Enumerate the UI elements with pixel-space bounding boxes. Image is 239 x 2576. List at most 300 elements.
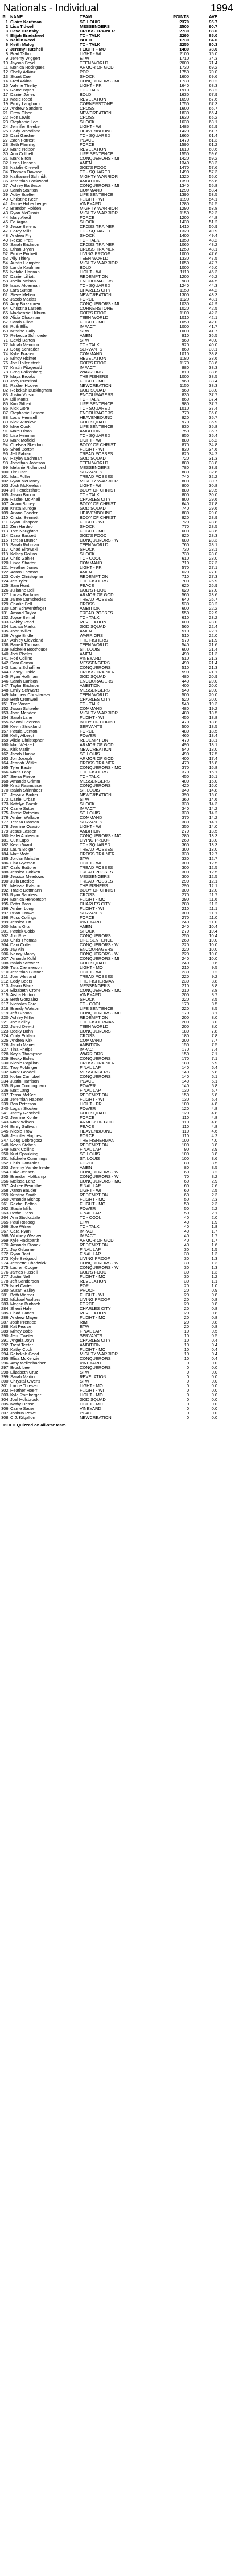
row-average: 18.1 bbox=[209, 738, 217, 743]
row-points: 20 bbox=[184, 1320, 189, 1325]
row-average: 0.8 bbox=[211, 1297, 217, 1302]
row-average: 0.8 bbox=[211, 1292, 217, 1297]
row-team: TC - SQUARED bbox=[80, 434, 110, 438]
row-name: Kevin Ward bbox=[10, 843, 32, 847]
table-row bbox=[0, 815, 239, 820]
row-points: 300 bbox=[182, 910, 189, 915]
row-team: LIVING PROOF bbox=[80, 252, 110, 256]
row-team: CONQUERORS - WI bbox=[80, 1261, 120, 1266]
row-average: 8.0 bbox=[211, 1024, 217, 1029]
row-points: 80 bbox=[184, 1160, 189, 1166]
row-average: 1.5 bbox=[211, 1247, 217, 1252]
row-name: Doug Dobrogosz bbox=[10, 1138, 43, 1143]
row-points: 1630 bbox=[179, 92, 189, 97]
row-place: 142 bbox=[1, 660, 9, 665]
table-row bbox=[0, 284, 239, 288]
row-name: Josh McKeehan bbox=[10, 484, 41, 488]
row-place: 77 bbox=[3, 365, 8, 370]
row-place: 119 bbox=[1, 556, 8, 561]
row-points: 300 bbox=[182, 888, 189, 893]
row-name: Seth Fleming bbox=[10, 143, 36, 147]
row-team: ST. LOUIS bbox=[80, 811, 100, 815]
row-name: Maria Gitz bbox=[10, 925, 30, 929]
row-place: 235 bbox=[1, 1083, 9, 1088]
table-row bbox=[0, 374, 239, 379]
row-name: Sarah Fillott bbox=[10, 320, 34, 324]
row-place: 211 bbox=[1, 974, 8, 979]
row-place: 71 bbox=[3, 338, 8, 343]
row-points: 400 bbox=[182, 756, 189, 761]
table-row bbox=[0, 1334, 239, 1338]
row-points: 1000 bbox=[179, 265, 189, 270]
row-team: CHARLES CITY bbox=[80, 697, 111, 702]
row-place: 107 bbox=[1, 501, 9, 506]
row-place: 47 bbox=[3, 228, 8, 234]
row-place: 158 bbox=[1, 733, 9, 738]
table-row bbox=[0, 1352, 239, 1356]
row-name: Megan Burbach bbox=[10, 1302, 40, 1306]
row-place: 281 bbox=[1, 1292, 9, 1297]
table-row bbox=[0, 902, 239, 906]
row-place: 72 bbox=[3, 342, 8, 347]
row-points: 960 bbox=[182, 388, 189, 393]
row-place: 38 bbox=[3, 188, 8, 193]
row-team: TEEN WORLD bbox=[80, 693, 109, 697]
row-team: AMBITION bbox=[80, 1043, 101, 1047]
row-team: TC - SQUARED bbox=[80, 134, 110, 138]
row-name: Zen Hardeo bbox=[10, 525, 33, 529]
table-row bbox=[0, 165, 239, 170]
row-average: 9.6 bbox=[211, 960, 217, 966]
row-name: Emilie Prickett bbox=[10, 252, 38, 256]
row-points: 2290 bbox=[179, 33, 189, 38]
table-row bbox=[0, 120, 239, 124]
row-average: 8.8 bbox=[211, 988, 217, 993]
row-points: 480 bbox=[182, 706, 189, 711]
row-points: 20 bbox=[184, 1288, 189, 1293]
row-points: 930 bbox=[182, 424, 189, 429]
row-average: 1.8 bbox=[211, 1224, 217, 1229]
row-name: Jacob Macias bbox=[10, 297, 36, 302]
table-row bbox=[0, 1366, 239, 1370]
row-name: Patrick Cobb bbox=[10, 929, 35, 934]
row-average: 1.3 bbox=[211, 1265, 217, 1270]
row-team: COMMAND bbox=[80, 561, 102, 565]
row-average: 18.8 bbox=[209, 715, 217, 720]
row-name: Elisa McKenzie bbox=[10, 1356, 40, 1361]
row-average: 28.1 bbox=[209, 547, 217, 552]
table-row bbox=[0, 788, 239, 793]
row-place: 37 bbox=[3, 183, 8, 188]
table-row bbox=[0, 293, 239, 297]
table-row bbox=[0, 752, 239, 756]
row-place: 169 bbox=[1, 783, 9, 788]
row-name: Matt Lang bbox=[10, 1088, 30, 1093]
row-team: MESSENGERS bbox=[80, 984, 110, 988]
row-name: Mackenzie Hilburn bbox=[10, 311, 46, 315]
row-average: 28.8 bbox=[209, 519, 217, 525]
row-place: 174 bbox=[1, 806, 9, 811]
table-row bbox=[0, 1316, 239, 1320]
row-team: SERVANTS bbox=[80, 911, 102, 915]
row-team: GOD SQUAD bbox=[80, 1397, 106, 1402]
row-points: 1730 bbox=[179, 65, 189, 70]
row-points: 40 bbox=[184, 1220, 189, 1225]
row-points: 270 bbox=[182, 892, 189, 897]
table-row bbox=[0, 252, 239, 256]
table-row bbox=[0, 588, 239, 593]
row-name: Jon Joseph bbox=[10, 756, 32, 761]
table-row bbox=[0, 1125, 239, 1129]
row-name: Steve Mellen bbox=[10, 293, 35, 297]
row-points: 960 bbox=[182, 378, 189, 384]
row-points: 740 bbox=[182, 474, 189, 479]
row-name: Carlo Buttone bbox=[10, 865, 36, 870]
row-name: Jason Blanz bbox=[10, 984, 34, 988]
row-name: Mark Biron bbox=[10, 156, 31, 161]
row-place: 230 bbox=[1, 1060, 9, 1066]
row-place: 176 bbox=[1, 815, 9, 820]
row-average: 21.4 bbox=[209, 647, 217, 652]
table-row bbox=[0, 179, 239, 184]
row-place: 205 bbox=[1, 947, 9, 952]
row-name: Angie Bridle bbox=[10, 634, 34, 638]
row-name: Lara Sutton bbox=[10, 288, 32, 293]
table-row bbox=[0, 265, 239, 270]
row-place: 93 bbox=[3, 438, 8, 443]
table-row bbox=[0, 202, 239, 206]
table-row bbox=[0, 1338, 239, 1343]
row-points: 440 bbox=[182, 679, 189, 684]
row-name: Nicole Trow bbox=[10, 1129, 33, 1134]
row-average: 4.8 bbox=[211, 1106, 217, 1111]
row-team: PEACE bbox=[80, 1079, 94, 1084]
table-row bbox=[0, 956, 239, 961]
row-average: 20.0 bbox=[209, 692, 217, 697]
row-team: POWER bbox=[80, 734, 96, 738]
row-average: 12.1 bbox=[209, 879, 217, 884]
column-header-row bbox=[0, 14, 239, 20]
row-place: 168 bbox=[1, 779, 9, 784]
row-place: 285 bbox=[1, 1310, 9, 1316]
row-points: 1480 bbox=[179, 47, 189, 52]
row-points: 0 bbox=[186, 1383, 189, 1388]
row-average: 16.1 bbox=[209, 769, 217, 775]
row-average: 0.0 bbox=[211, 1410, 217, 1416]
row-team: TREAD POSSES bbox=[80, 879, 113, 884]
table-row bbox=[0, 320, 239, 324]
row-points: 2730 bbox=[179, 28, 189, 34]
row-average: 18.8 bbox=[209, 719, 217, 725]
row-points: 200 bbox=[182, 1038, 189, 1043]
row-place: 87 bbox=[3, 410, 8, 415]
row-team: CONQUERORS bbox=[80, 934, 111, 938]
row-name: Patula Denton bbox=[10, 729, 38, 734]
row-place: 246 bbox=[1, 1133, 9, 1138]
table-row bbox=[0, 975, 239, 979]
row-average: 12.5 bbox=[209, 860, 217, 865]
row-place: 259 bbox=[1, 1192, 9, 1197]
row-team: ETW bbox=[80, 1325, 89, 1329]
table-row bbox=[0, 706, 239, 711]
row-name: Linda Shatter bbox=[10, 561, 36, 565]
row-team: CROSS TRAINER bbox=[80, 761, 115, 765]
row-team: TEEN WORLD bbox=[80, 461, 109, 465]
table-row bbox=[0, 993, 239, 997]
row-place: 115 bbox=[1, 538, 8, 543]
row-average: 47.5 bbox=[209, 256, 217, 261]
row-team: SERVANTS bbox=[80, 820, 102, 825]
row-place: 123 bbox=[1, 574, 9, 579]
row-team: REDEMPTION bbox=[80, 1093, 109, 1097]
row-average: 0.4 bbox=[211, 1351, 217, 1356]
row-average: 69.2 bbox=[209, 65, 217, 70]
row-name: Justin Vinson bbox=[10, 393, 36, 397]
row-points: 0 bbox=[186, 1401, 189, 1406]
row-team: CONQUERORS - MO bbox=[80, 1179, 122, 1184]
table-row bbox=[0, 329, 239, 334]
row-place: 272 bbox=[1, 1251, 9, 1256]
row-team: FINAL LAP bbox=[80, 1088, 101, 1093]
table-row bbox=[0, 193, 239, 197]
row-name: Melissa Lenz bbox=[10, 1179, 35, 1184]
row-name: Ashlee Pearlshe bbox=[10, 1184, 42, 1188]
table-row bbox=[0, 365, 239, 370]
row-name: Ben Peterson bbox=[10, 1102, 36, 1106]
table-row bbox=[0, 238, 239, 243]
row-name: Reese Pratt bbox=[10, 238, 33, 243]
row-team: AMEN bbox=[80, 334, 92, 338]
table-row bbox=[0, 1325, 239, 1329]
row-team: POWER bbox=[80, 1206, 96, 1211]
row-team: GOD SQUAD bbox=[80, 420, 106, 425]
row-points: 40 bbox=[184, 1242, 189, 1247]
row-team: VINEYARD bbox=[80, 1406, 101, 1411]
row-name: Greg Falkenberg bbox=[10, 370, 43, 374]
row-points: 150 bbox=[182, 1092, 189, 1097]
row-average: 2.0 bbox=[211, 1215, 217, 1220]
row-place: 283 bbox=[1, 1301, 9, 1306]
row-place: 252 bbox=[1, 1160, 9, 1166]
row-name: Kelly Albergt bbox=[10, 734, 34, 738]
row-name: Drew Olson bbox=[10, 111, 33, 115]
row-place: 94 bbox=[3, 442, 8, 447]
row-place: 163 bbox=[1, 756, 9, 761]
row-average: 4.2 bbox=[211, 1133, 217, 1138]
table-row bbox=[0, 170, 239, 174]
row-points: 100 bbox=[182, 1142, 189, 1147]
table-row bbox=[0, 888, 239, 893]
row-team: GOD SQUAD bbox=[80, 506, 106, 511]
row-place: 120 bbox=[1, 560, 9, 565]
row-team: CONQUERORS - WI bbox=[80, 1170, 120, 1175]
row-points: 1610 bbox=[179, 147, 189, 152]
row-team: FLIGHT - MO bbox=[80, 47, 106, 52]
table-row bbox=[0, 1088, 239, 1093]
row-team: BODY OF CHRIST bbox=[80, 443, 116, 447]
row-team: TC - TALK bbox=[80, 702, 100, 706]
row-team: LIGHT - WI bbox=[80, 861, 101, 865]
row-name: Kirk Marlin bbox=[10, 747, 31, 752]
row-place: 197 bbox=[1, 910, 9, 915]
row-points: 1340 bbox=[179, 183, 189, 188]
row-points: 610 bbox=[182, 615, 189, 620]
row-team: GOD'S FOOD bbox=[80, 1270, 107, 1275]
row-points: 1200 bbox=[179, 274, 189, 279]
row-place: 202 bbox=[1, 933, 9, 938]
row-team: COMMAND bbox=[80, 706, 102, 711]
row-average: 8.7 bbox=[211, 992, 217, 997]
row-name: Andrea Kirk bbox=[10, 1038, 33, 1043]
row-points: 800 bbox=[182, 483, 189, 488]
row-name: Kevin Strickland bbox=[10, 725, 41, 729]
table-row bbox=[0, 638, 239, 643]
row-name: Taylor Erickson bbox=[10, 684, 39, 688]
row-points: 1400 bbox=[179, 233, 189, 238]
row-points: 1340 bbox=[179, 160, 189, 165]
table-row bbox=[0, 1156, 239, 1161]
row-average: 34.8 bbox=[209, 442, 217, 447]
table-row bbox=[0, 656, 239, 661]
row-place: 31 bbox=[3, 156, 8, 161]
row-points: 30 bbox=[184, 1247, 189, 1252]
table-row bbox=[0, 611, 239, 615]
table-row bbox=[0, 97, 239, 102]
row-team: CONQUERORS bbox=[80, 1356, 111, 1361]
row-average: 34.2 bbox=[209, 451, 217, 456]
row-points: 1730 bbox=[179, 38, 189, 43]
row-points: 500 bbox=[182, 724, 189, 729]
row-average: 74.3 bbox=[209, 56, 217, 61]
row-place: 308 bbox=[1, 1415, 9, 1420]
row-team: CORNERSTONE bbox=[80, 306, 113, 311]
table-row bbox=[0, 343, 239, 347]
row-place: 179 bbox=[1, 829, 9, 834]
row-average: 32.6 bbox=[209, 469, 217, 475]
table-row bbox=[0, 784, 239, 788]
row-place: 271 bbox=[1, 1247, 9, 1252]
row-name: Natalie Hannan bbox=[10, 270, 40, 274]
row-average: 19.2 bbox=[209, 706, 217, 711]
row-place: 279 bbox=[1, 1283, 9, 1288]
row-team: IMPACT bbox=[80, 1234, 96, 1238]
row-name: Kristi Rasmussen bbox=[10, 784, 44, 788]
row-team: LIFE SENTENCE bbox=[80, 425, 113, 429]
row-place: 57 bbox=[3, 274, 8, 279]
row-team: FLIGHT - WI bbox=[80, 906, 104, 911]
row-average: 37.7 bbox=[209, 392, 217, 397]
row-points: 720 bbox=[182, 519, 189, 525]
row-team: LIGHT - FR bbox=[80, 84, 102, 88]
row-name: Brandon Holden bbox=[10, 206, 42, 211]
row-team: COMMAND bbox=[80, 352, 102, 356]
row-place: 24 bbox=[3, 124, 8, 129]
row-average: 42.9 bbox=[209, 301, 217, 306]
row-name: Jay Ain bbox=[10, 947, 24, 952]
row-place: 15 bbox=[3, 83, 8, 88]
row-name: James Fussell bbox=[10, 1270, 38, 1275]
row-points: 610 bbox=[182, 556, 189, 561]
row-points: 1430 bbox=[179, 219, 189, 224]
row-name: Christine Keen bbox=[10, 197, 39, 202]
row-name: Tim Vance bbox=[10, 702, 31, 706]
row-points: 2500 bbox=[179, 24, 189, 29]
table-row bbox=[0, 315, 239, 320]
row-team: FLIGHT - MO bbox=[80, 1202, 106, 1206]
row-average: 58.3 bbox=[209, 160, 217, 165]
row-points: 480 bbox=[182, 674, 189, 679]
row-name: Rome Bryan bbox=[10, 88, 34, 93]
table-row bbox=[0, 156, 239, 161]
table-row bbox=[0, 1170, 239, 1175]
row-name: Kim Gilbert bbox=[10, 402, 32, 406]
row-points: 1630 bbox=[179, 119, 189, 124]
row-name: Sarah Martin bbox=[10, 1375, 35, 1379]
row-place: 17 bbox=[3, 92, 8, 97]
row-name: Ariana Bonder bbox=[10, 511, 38, 515]
row-place: 39 bbox=[3, 192, 8, 197]
row-team: AMBITION bbox=[80, 684, 101, 688]
row-place: 268 bbox=[1, 1233, 9, 1238]
row-team: LIGHT - FR bbox=[80, 565, 102, 570]
table-row bbox=[0, 461, 239, 465]
row-points: 880 bbox=[182, 438, 189, 443]
row-points: 1590 bbox=[179, 142, 189, 147]
table-row bbox=[0, 215, 239, 220]
row-points: 290 bbox=[182, 879, 189, 884]
row-points: 340 bbox=[182, 788, 189, 793]
table-row bbox=[0, 920, 239, 925]
table-row bbox=[0, 102, 239, 106]
row-team: ENCOURAGERS bbox=[80, 679, 113, 684]
row-average: 18.5 bbox=[209, 710, 217, 715]
row-team: PEACE bbox=[80, 1411, 94, 1416]
row-team: SERVANTS bbox=[80, 1334, 102, 1338]
row-points: 830 bbox=[182, 447, 189, 452]
row-points: 1420 bbox=[179, 128, 189, 134]
row-place: 144 bbox=[1, 669, 9, 675]
row-points: 100 bbox=[182, 1138, 189, 1143]
row-name: Aisha Hutton bbox=[10, 993, 35, 997]
row-points: 110 bbox=[182, 1129, 189, 1134]
row-place: 3 bbox=[5, 28, 8, 34]
row-name: Cara Ryan bbox=[10, 1229, 31, 1234]
row-team: CONQUERORS - WI bbox=[80, 1266, 120, 1270]
row-place: 4 bbox=[5, 33, 8, 38]
row-team: SHOCK bbox=[80, 547, 95, 552]
row-average: 0.9 bbox=[211, 1288, 217, 1293]
row-name: Kristine Dally bbox=[10, 329, 35, 334]
row-place: 139 bbox=[1, 647, 9, 652]
row-average: 80.3 bbox=[209, 42, 217, 47]
row-team: ENCOURAGERS bbox=[80, 279, 113, 284]
row-name: Susan Bailey bbox=[10, 1288, 35, 1293]
row-average: 57.6 bbox=[209, 165, 217, 170]
row-team: TEEN WORLD bbox=[80, 1025, 109, 1029]
row-place: 199 bbox=[1, 919, 9, 925]
row-name: Teresa Hansen bbox=[10, 820, 39, 825]
row-points: 220 bbox=[182, 951, 189, 956]
row-name: Nicholas Ford bbox=[10, 1002, 37, 1006]
row-place: 7 bbox=[5, 47, 8, 52]
row-place: 27 bbox=[3, 138, 8, 143]
row-place: 92 bbox=[3, 433, 8, 438]
table-row bbox=[0, 761, 239, 765]
table-row bbox=[0, 1320, 239, 1325]
row-name: Ryan Sanders bbox=[10, 893, 38, 897]
row-points: 220 bbox=[182, 997, 189, 1002]
row-place: 229 bbox=[1, 1056, 9, 1061]
